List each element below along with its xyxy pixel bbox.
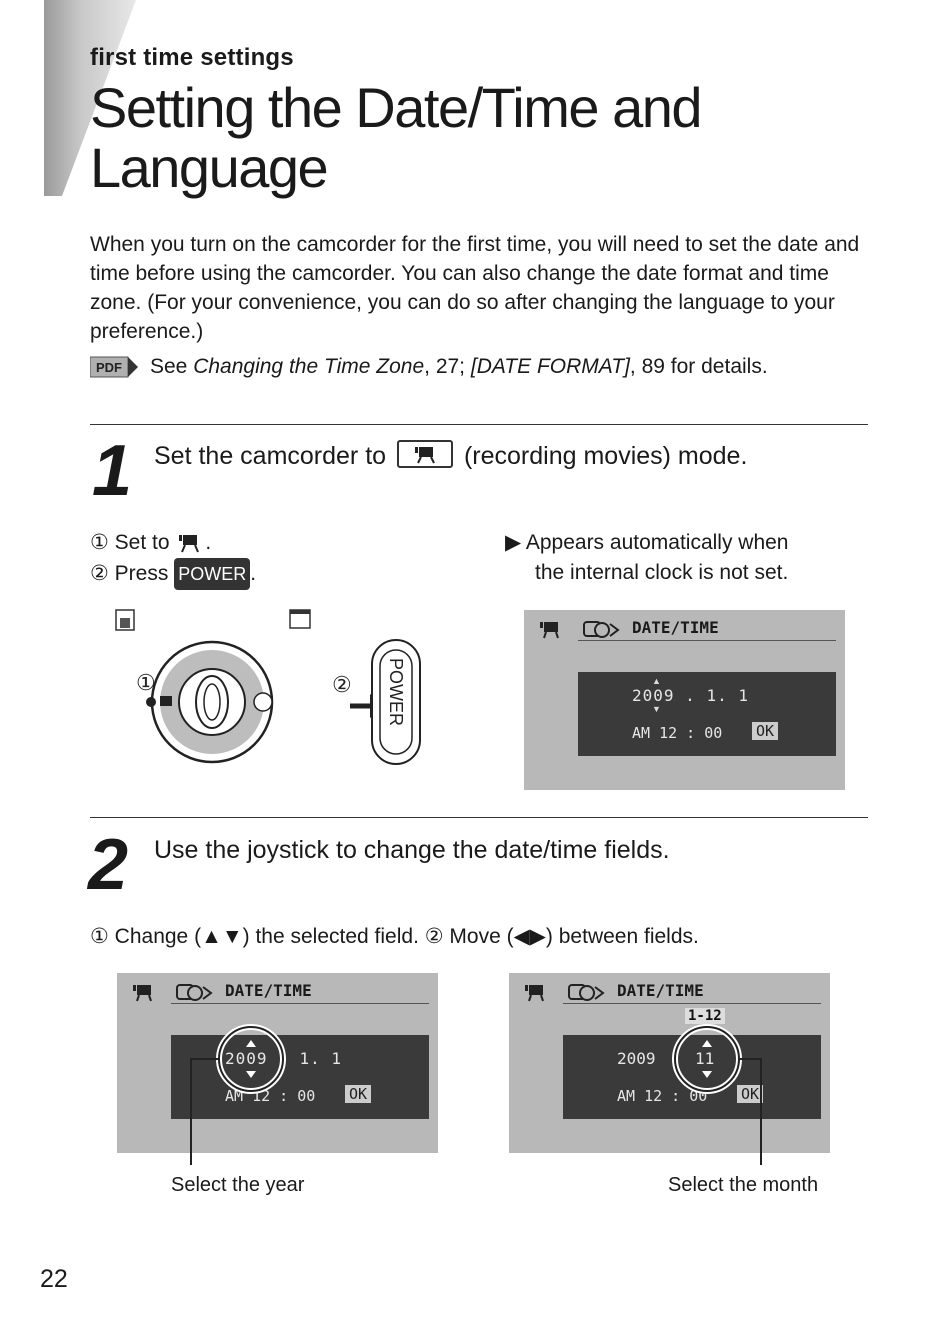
step-1-number: 1 (92, 431, 130, 511)
reference-line (90, 355, 768, 379)
month-range-hint: 1-12 (685, 1008, 725, 1024)
ok-button: OK (752, 722, 778, 740)
title-line-1: Setting the Date/Time and (90, 76, 702, 139)
callout-line-month (760, 1153, 762, 1165)
datetime-panel: ▲ ▼ 2009 . 1. 1 AM 12 : 00 OK (578, 672, 836, 756)
month-day-fields: . 1. 1 (685, 686, 749, 705)
movie-camera-icon (399, 442, 451, 466)
power-button-label: POWER (386, 658, 406, 727)
year-field: 2009 (225, 1049, 268, 1068)
time-field: AM 12 : 00 (617, 1087, 708, 1105)
ref-link-time-zone: Changing the Time Zone (193, 355, 425, 378)
page-number: 22 (40, 1265, 68, 1293)
clock-menu-icon (582, 618, 622, 640)
step-2-instruction: Use the joystick to change the date/time fields. (154, 836, 670, 864)
ok-button: OK (345, 1085, 371, 1103)
dial-marker-1: ① (136, 670, 156, 695)
year-field: 2009 (617, 1049, 656, 1068)
menu-title: DATE/TIME (617, 981, 704, 1000)
title-line-2: Language (90, 136, 328, 199)
section-label: first time settings (90, 44, 294, 71)
month-day-fields: . 1. 1 (278, 1049, 342, 1068)
step-1-instruction: Set the camcorder to (recording movies) mode. (154, 442, 748, 470)
bullet-arrow-icon: ▶ (505, 531, 522, 554)
divider (90, 424, 868, 425)
camcorder-controls-illustration (110, 600, 440, 780)
ok-button: OK (737, 1085, 763, 1103)
step-1-note: ▶ Appears automatically when the internal clock is not set. (505, 531, 789, 584)
power-marker-2: ② (332, 672, 352, 697)
callout-line-year (190, 1153, 192, 1165)
pdf-badge-label: PDF (96, 360, 122, 375)
menu-title: DATE/TIME (632, 618, 719, 637)
step-1-substeps: ① Set to . ② Press POWER . (90, 528, 256, 590)
caption-select-year: Select the year (171, 1174, 305, 1196)
lcd-screen-select-year (117, 973, 438, 1153)
up-down-arrow-icon: ▲▼ (201, 925, 243, 948)
menu-divider (578, 640, 836, 641)
divider (90, 817, 868, 818)
time-field: AM 12 : 00 (225, 1087, 316, 1105)
page-title (90, 78, 850, 198)
year-field: 2009 (632, 686, 675, 705)
pdf-icon (90, 356, 140, 378)
lcd-screen-datetime (524, 610, 845, 790)
caption-select-month: Select the month (668, 1174, 819, 1196)
movie-mode-icon-box (397, 440, 453, 468)
step-2-substeps: ① Change (▲▼) the selected field. ② Move (◀▶) between fields. (90, 925, 699, 948)
menu-title: DATE/TIME (225, 981, 312, 1000)
month-highlight-callout (509, 973, 830, 1153)
ref-link-date-format: [DATE FORMAT] (470, 355, 630, 378)
movie-mode-screen-icon (538, 618, 568, 640)
power-key-label: POWER (174, 558, 250, 590)
time-field: AM 12 : 00 (632, 724, 723, 742)
step-2-number: 2 (88, 825, 126, 905)
movie-camera-icon (175, 532, 205, 554)
month-field: 11 (695, 1049, 715, 1068)
intro-paragraph: When you turn on the camcorder for the first time, you will need to set the date and time before using the camcorder. You can also change the date format and time zone. (For your convenience, you can do so after changing the language to your preference.) (90, 233, 860, 343)
lcd-screen-select-month (509, 973, 830, 1153)
reference-text: See Changing the Time Zone, 27; [DATE FORMAT], 89 for details. (150, 355, 768, 378)
year-highlight-callout (117, 973, 438, 1153)
left-right-arrow-icon: ◀▶ (513, 925, 546, 948)
